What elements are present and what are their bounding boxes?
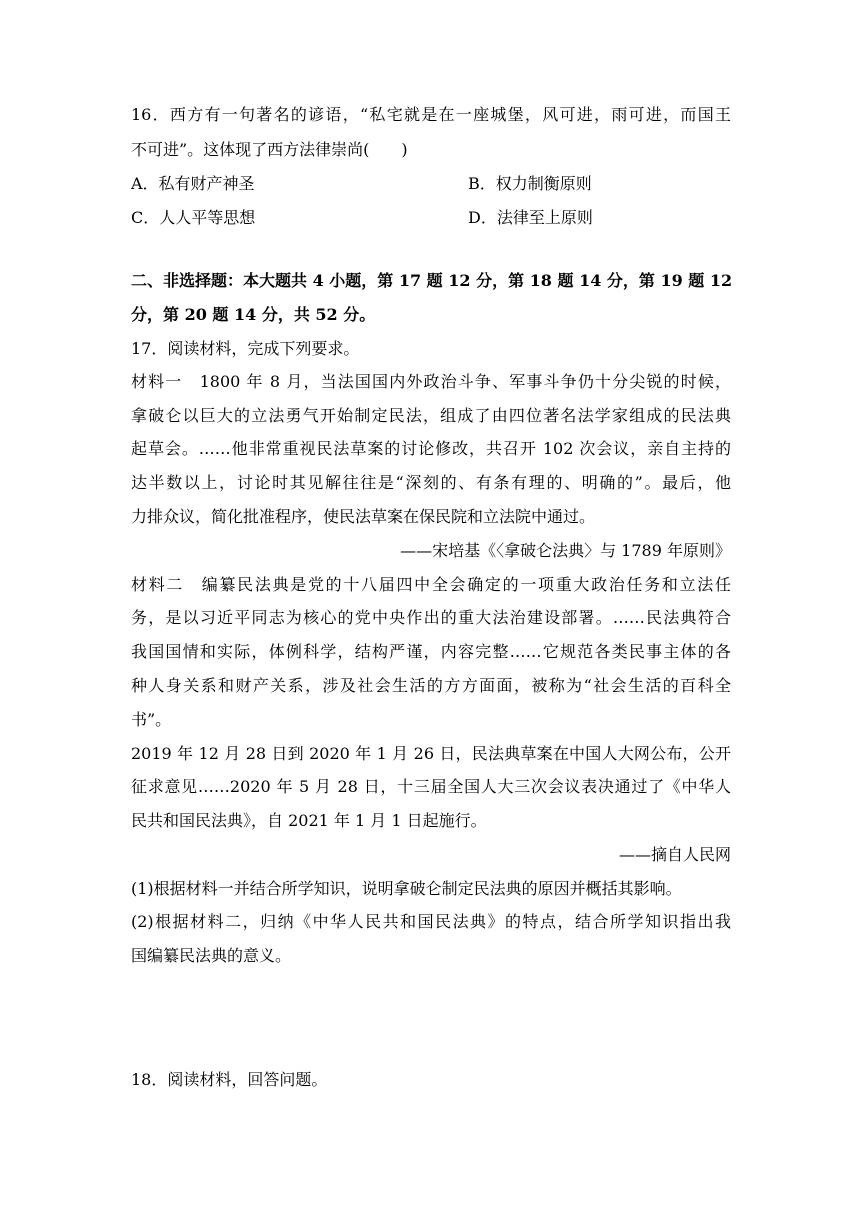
q17-material-2-line-6: 2019 年 12 月 28 日到 2020 年 1 月 26 日，民法典草案在中国人大网公布，公开 bbox=[131, 744, 731, 763]
q17-source-1: ——宋培基《〈拿破仑法典〉与 1789 年原则》 bbox=[400, 541, 731, 560]
q17-material-1-line-1: 材料一 1800 年 8 月，当法国国内外政治斗争、军事斗争仍十分尖锐的时候， bbox=[131, 372, 731, 391]
q16-option-d: D．法律至上原则 bbox=[468, 208, 593, 227]
q17-question-1: (1)根据材料一并结合所学知识，说明拿破仑制定民法典的原因并概括其影响。 bbox=[131, 879, 682, 898]
q16-option-b: B．权力制衡原则 bbox=[468, 174, 592, 193]
q17-material-1-line-2: 拿破仑以巨大的立法勇气开始制定民法，组成了由四位著名法学家组成的民法典 bbox=[131, 406, 731, 425]
q17-question-2-line-1: (2)根据材料二，归纳《中华人民共和国民法典》的特点，结合所学知识指出我 bbox=[131, 912, 731, 931]
section-2-heading-line-2: 分，第 20 题 14 分，共 52 分。 bbox=[131, 305, 376, 324]
q17-heading: 17．阅读材料，完成下列要求。 bbox=[131, 339, 360, 358]
section-2-heading-line-1: 二、非选择题：本大题共 4 小题，第 17 题 12 分，第 18 题 14 分，第 19 题 12 bbox=[131, 271, 733, 290]
q17-material-2-line-3: 我国国情和实际，体例科学，结构严谨，内容完整……它规范各类民事主体的各 bbox=[131, 642, 731, 661]
q17-material-2-line-4: 种人身关系和财产关系，涉及社会生活的方方面面，被称为“社会生活的百科全 bbox=[131, 676, 731, 695]
q16-option-c: C．人人平等思想 bbox=[131, 208, 256, 227]
q16-stem-line-1: 16．西方有一句著名的谚语，“私宅就是在一座城堡，风可进，雨可进，而国王 bbox=[131, 105, 731, 124]
q17-material-2-line-2: 务，是以习近平同志为核心的党中央作出的重大法治建设部署。……民法典符合 bbox=[131, 608, 731, 627]
q18-heading: 18．阅读材料，回答问题。 bbox=[131, 1070, 328, 1089]
q17-material-2-line-8: 民共和国民法典》，自 2021 年 1 月 1 日起施行。 bbox=[131, 811, 487, 830]
q17-material-2-line-7: 征求意见……2020 年 5 月 28 日，十三届全国人大三次会议表决通过了《中华人 bbox=[131, 777, 731, 796]
q16-stem-line-2: 不可进”。这体现了西方法律崇尚( ) bbox=[131, 140, 408, 159]
q16-option-a: A．私有财产神圣 bbox=[131, 174, 255, 193]
q17-material-1-line-5: 力排众议，简化批准程序，使民法草案在保民院和立法院中通过。 bbox=[131, 507, 596, 526]
q17-material-2-line-1: 材料二 编纂民法典是党的十八届四中全会确定的一项重大政治任务和立法任 bbox=[131, 575, 731, 594]
q17-question-2-line-2: 国编纂民法典的意义。 bbox=[131, 946, 292, 965]
q17-material-2-line-5: 书”。 bbox=[131, 710, 172, 729]
q17-material-1-line-3: 起草会。……他非常重视民法草案的讨论修改，共召开 102 次会议，亲自主持的 bbox=[131, 439, 731, 458]
q17-source-2: ——摘自人民网 bbox=[618, 845, 731, 864]
q17-material-1-line-4: 达半数以上，讨论时其见解往往是“深刻的、有条有理的、明确的”。最后，他 bbox=[131, 473, 731, 492]
